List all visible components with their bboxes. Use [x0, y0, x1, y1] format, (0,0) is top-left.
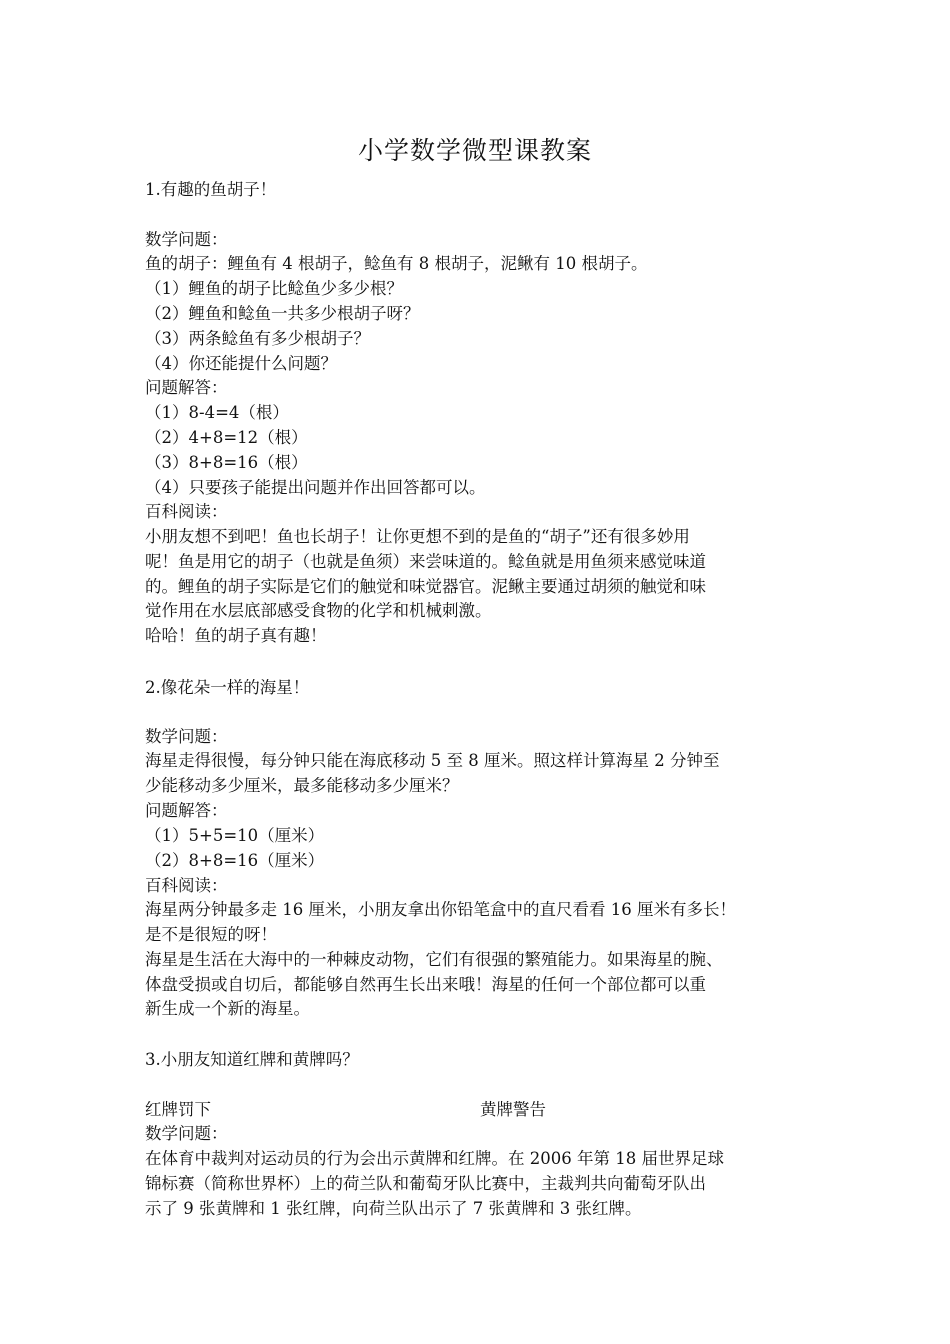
text-line: 体盘受损或自切后，都能够自然再生长出来哦！海星的任何一个部位都可以重 [145, 975, 706, 994]
text-line: 新生成一个新的海星。 [145, 999, 310, 1018]
text-line: （4）你还能提什么问题？ [145, 354, 337, 373]
reading-label: 百科阅读： [145, 876, 228, 895]
text-line: （1）鲤鱼的胡子比鲶鱼少多少根？ [145, 279, 403, 298]
text-line: （3）两条鲶鱼有多少根胡子？ [145, 329, 370, 348]
text-line: 示了 9 张黄牌和 1 张红牌，向荷兰队出示了 7 张黄牌和 3 张红牌。 [145, 1199, 642, 1218]
reading-label: 百科阅读： [145, 502, 228, 521]
answer-label: 问题解答： [145, 801, 228, 820]
question-label: 数学问题： [145, 1124, 228, 1143]
text-line: 在体育中裁判对运动员的行为会出示黄牌和红牌。在 2006 年第 18 届世界足球 [145, 1149, 724, 1168]
text-line: （2）8+8=16（厘米） [145, 851, 325, 870]
text-line: 海星两分钟最多走 16 厘米，小朋友拿出你铅笔盒中的直尺看看 16 厘米有多长！ [145, 900, 736, 919]
question-label: 数学问题： [145, 727, 228, 746]
red-card-caption: 红牌罚下 [145, 1100, 211, 1119]
text-line: 哈哈！鱼的胡子真有趣！ [145, 626, 327, 645]
text-line: 锦标赛（简称世界杯）上的荷兰队和葡萄牙队比赛中，主裁判共向葡萄牙队出 [145, 1174, 706, 1193]
text-line: 小朋友想不到吧！鱼也长胡子！让你更想不到的是鱼的“胡子”还有很多妙用 [145, 527, 690, 546]
text-line: （2）鲤鱼和鲶鱼一共多少根胡子呀？ [145, 304, 420, 323]
section-heading-2: 2.像花朵一样的海星！ [145, 678, 310, 697]
text-line: 觉作用在水层底部感受食物的化学和机械刺激。 [145, 601, 492, 620]
text-line: （1）8-4=4（根） [145, 403, 289, 422]
text-line: 少能移动多少厘米，最多能移动多少厘米？ [145, 776, 459, 795]
document-title: 小学数学微型课教案 [357, 136, 592, 165]
text-line: （3）8+8=16（根） [145, 453, 308, 472]
text-line: 的。鲤鱼的胡子实际是它们的触觉和味觉器官。泥鳅主要通过胡须的触觉和味 [145, 577, 706, 596]
text-line: 海星是生活在大海中的一种棘皮动物，它们有很强的繁殖能力。如果海星的腕、 [145, 950, 723, 969]
section-heading-3: 3.小朋友知道红牌和黄牌吗？ [145, 1050, 359, 1069]
text-line: 是不是很短的呀！ [145, 925, 277, 944]
text-line: 鱼的胡子：鲤鱼有 4 根胡子，鲶鱼有 8 根胡子，泥鳅有 10 根胡子。 [145, 254, 648, 273]
question-label: 数学问题： [145, 230, 228, 249]
yellow-card-caption: 黄牌警告 [480, 1100, 546, 1119]
text-line: 海星走得很慢，每分钟只能在海底移动 5 至 8 厘米。照这样计算海星 2 分钟至 [145, 751, 720, 770]
section-heading-1: 1.有趣的鱼胡子！ [145, 180, 277, 199]
text-line: 呢！鱼是用它的胡子（也就是鱼须）来尝味道的。鲶鱼就是用鱼须来感觉味道 [145, 552, 706, 571]
text-line: （4）只要孩子能提出问题并作出回答都可以。 [145, 478, 486, 497]
answer-label: 问题解答： [145, 378, 228, 397]
text-line: （2）4+8=12（根） [145, 428, 308, 447]
text-line: （1）5+5=10（厘米） [145, 826, 325, 845]
